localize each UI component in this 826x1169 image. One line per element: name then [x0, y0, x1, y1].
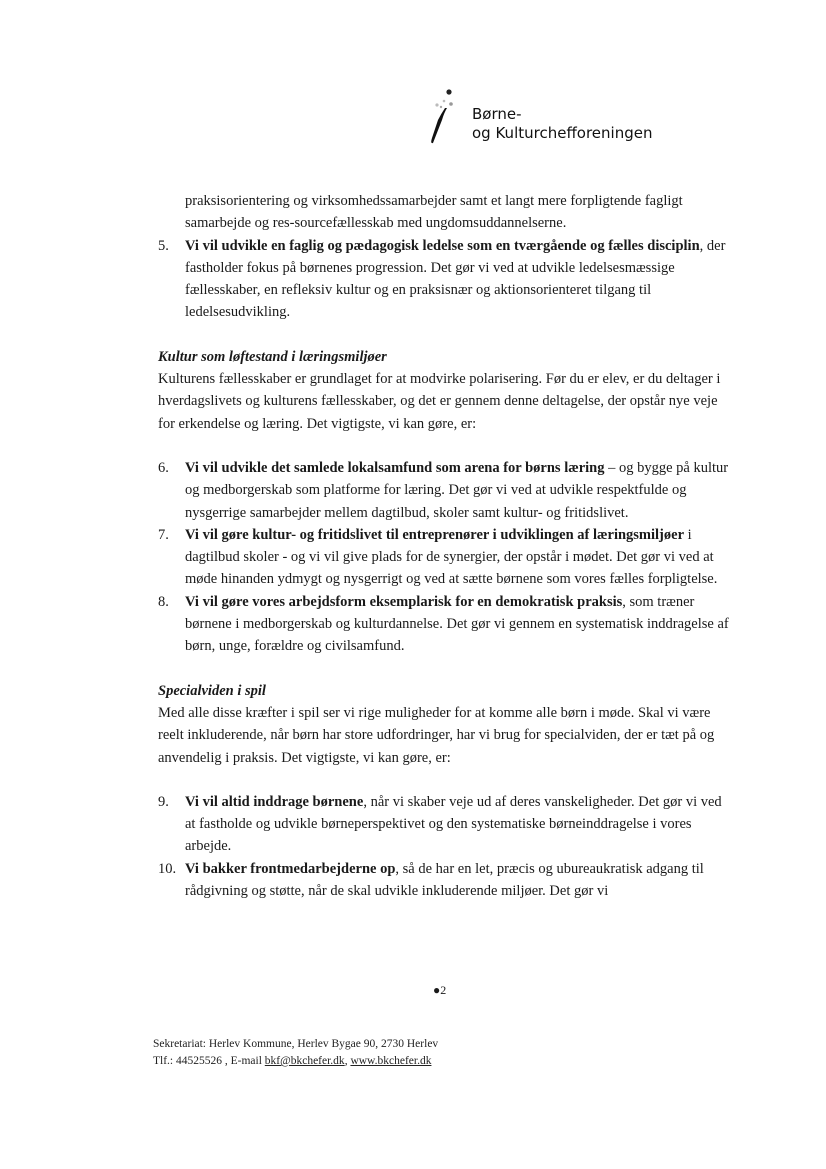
page-number-value: 2	[440, 983, 447, 997]
list-item-bold: Vi vil gøre kultur- og fritidslivet til entreprenører i udviklingen af læringsmiljøer	[185, 526, 685, 543]
list-item-text: i dagtilbud skoler - og vi vil give plads for de synergier, der opstår i mødet. Det gør vi ved at møde hinanden ydmygt og nysgerrigt og ved at sætte børnene som vores fælles forpligtelse.	[185, 526, 718, 588]
list-item	[158, 524, 733, 591]
list-item	[158, 591, 733, 658]
footer	[153, 1036, 438, 1070]
document-body	[158, 190, 733, 902]
list-item-bold: Vi vil altid inddrage børnene	[185, 793, 364, 810]
list-number: 8.	[158, 593, 169, 610]
list-number: 6.	[158, 459, 169, 476]
organization-logo	[422, 86, 662, 156]
section-heading-special: Specialviden i spil	[158, 682, 266, 699]
list-item	[158, 235, 733, 324]
footer-separator: ,	[344, 1055, 351, 1067]
page-number	[433, 983, 446, 998]
org-name-line2: og Kulturchefforeningen	[472, 124, 653, 142]
continuation-text: praksisorientering og virksomhedssamarbejder samt et langt mere forpligtende fagligt samarbejde og res-sourcefællesskab med ungdomsuddannelserne.	[185, 193, 683, 232]
list-number: 9.	[158, 793, 169, 810]
list-item-bold: Vi vil udvikle det samlede lokalsamfund som arena for børns læring	[185, 459, 605, 476]
list-item-text: , der fastholder fokus på børnenes progression. Det gør vi ved at udvikle ledelsesmæssige fællesskaber, en refleksiv kultur og en praksisnær og aktionsorienteret tilgang til ledelsesudvikling.	[185, 237, 726, 321]
footer-phone: Tlf.: 44525526 , E-mail	[153, 1055, 265, 1067]
list-item-continuation	[158, 190, 733, 235]
org-name-line1: Børne-	[472, 105, 522, 123]
list-item-text: , når vi skaber veje ud af deres vanskeligheder. Det gør vi ved at fastholde og udvikle børneperspektivet og den systematiske børneinddragelse i vores arbejde.	[185, 793, 722, 855]
list-item-text: , så de har en let, præcis og ubureaukratisk adgang til rådgivning og støtte, når de skal udvikle inkluderende miljøer. Det gør vi	[185, 860, 704, 900]
section-body-culture: Kulturens fællesskaber er grundlaget for at modvirke polarisering. Før du er elev, er du deltager i hverdagslivets og kulturens fællesskaber, og det er gennem denne deltagelse, der opstår nye veje for erkendelse og læring. Det vigtigste, vi kan gøre, er:	[158, 371, 721, 432]
footer-web-link[interactable]: www.bkchefer.dk	[350, 1055, 432, 1067]
footer-address: Sekretariat: Herlev Kommune, Herlev Bygae 90, 2730 Herlev	[153, 1038, 439, 1050]
footer-email-link[interactable]: bkf@bkchefer.dk	[264, 1055, 345, 1067]
list-item	[158, 457, 733, 524]
list-item-bold: Vi vil udvikle en faglig og pædagogisk ledelse som en tværgående og fælles disciplin	[185, 237, 700, 254]
list-item-text: – og bygge på kultur og medborgerskab som platforme for læring. Det gør vi ved at udvikle respektfulde og nysgerrige samarbejder mellem dagtilbud, skoler samt kultur- og fritidslivet.	[185, 459, 729, 521]
section-heading-culture: Kultur som løftestand i læringsmiljøer	[158, 348, 387, 365]
list-number: 7.	[158, 526, 169, 543]
list-item	[158, 858, 733, 903]
list-number: 5.	[158, 237, 169, 254]
list-number: 10.	[158, 860, 177, 877]
bullet-icon: ●	[433, 983, 441, 997]
list-item-text: , som træner børnene i medborgerskab og kulturdannelse. Det gør vi gennem en systematisk inddragelse af børn, unge, forældre og civilsamfund.	[185, 593, 729, 655]
list-item-bold: Vi bakker frontmedarbejderne op	[185, 860, 396, 877]
logo-figure-icon	[422, 86, 466, 156]
list-item	[158, 791, 733, 858]
footer-contact	[153, 1053, 438, 1070]
list-item-bold: Vi vil gøre vores arbejdsform eksemplarisk for en demokratisk praksis	[185, 593, 623, 610]
section-body-special: Med alle disse kræfter i spil ser vi rige muligheder for at komme alle børn i møde. Skal vi være reelt inkluderende, når børn har store udfordringer, har vi brug for specialviden, der er tæt på og anvendelig i praksis. Det vigtigste, vi kan gøre, er:	[158, 704, 715, 766]
